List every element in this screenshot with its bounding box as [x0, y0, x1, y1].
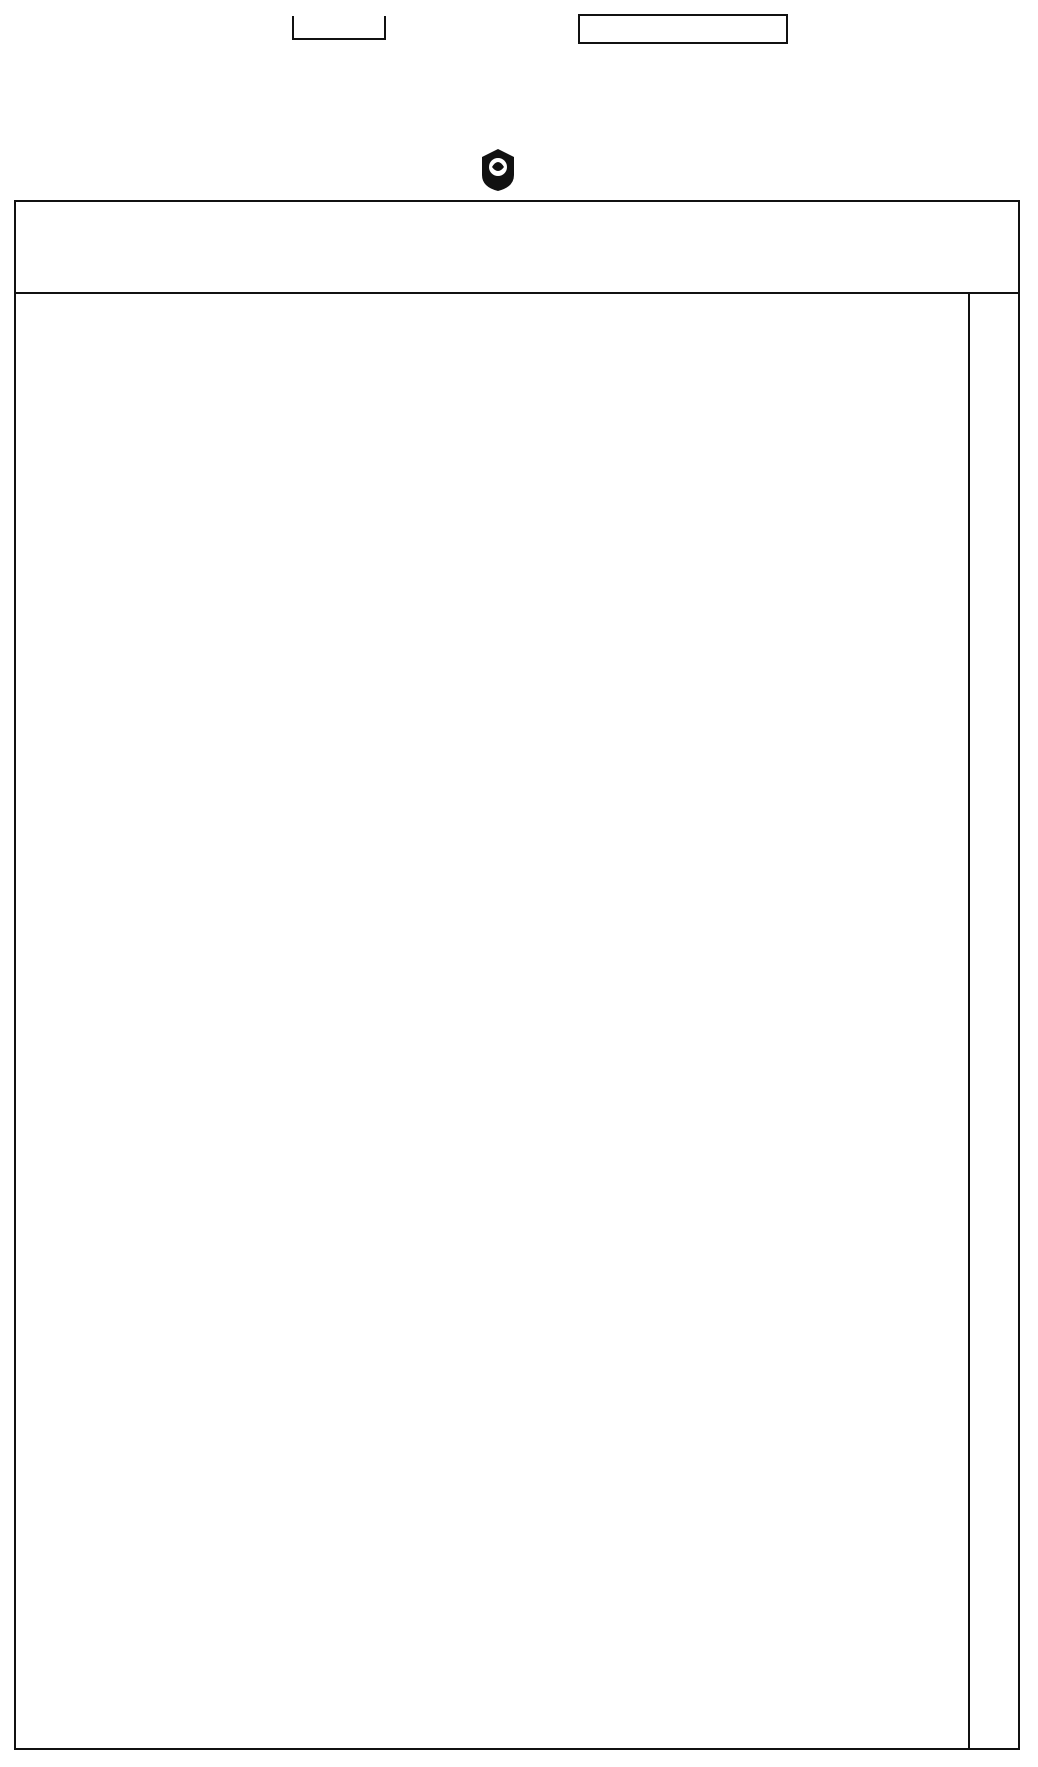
instructions-box [16, 202, 1018, 294]
question-number-column [968, 294, 1020, 1748]
board-emblem-icon [474, 145, 522, 193]
paper-code-box [578, 14, 788, 44]
group-box [292, 16, 386, 40]
question-paper [14, 200, 1020, 1750]
